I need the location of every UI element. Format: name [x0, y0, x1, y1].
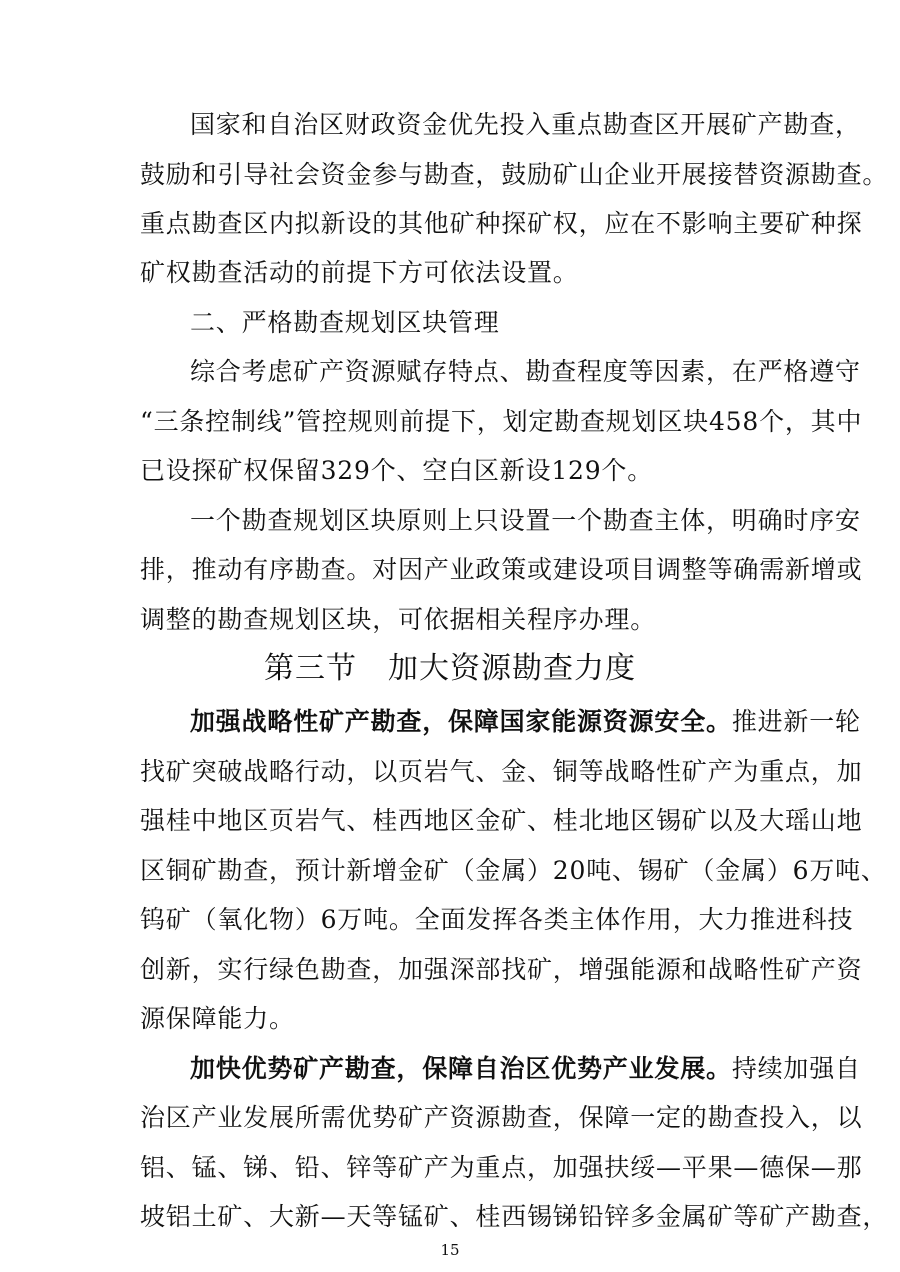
paragraph-line: 坡铝土矿、大新—天等锰矿、桂西锡锑铅锌多金属矿等矿产勘查， [140, 1202, 889, 1231]
paragraph-line: 钨矿（氧化物）6万吨。全面发挥各类主体作用，大力推进科技 [140, 905, 854, 934]
paragraph-first-line [190, 702, 861, 742]
paragraph-text: 持续加强自 [731, 1054, 861, 1083]
page-number: 15 [440, 1241, 460, 1259]
paragraph-line: “三条控制线”管控规则前提下，划定勘查规划区块458个，其中 [140, 407, 863, 436]
paragraph-line: 铝、锰、锑、铅、锌等矿产为重点，加强扶绥—平果—德保—那 [140, 1153, 863, 1182]
paragraph-line: 区铜矿勘查，预计新增金矿（金属）20吨、锡矿（金属）6万吨、 [140, 856, 887, 885]
paragraph-line: 综合考虑矿产资源赋存特点、勘查程度等因素，在严格遵守 [190, 357, 861, 386]
paragraph-line: 国家和自治区财政资金优先投入重点勘查区开展矿产勘查， [190, 110, 861, 139]
paragraph-line: 找矿突破战略行动，以页岩气、金、铜等战略性矿产为重点，加 [140, 757, 863, 786]
paragraph-text: 推进新一轮 [731, 707, 861, 736]
paragraph-line: 调整的勘查规划区块，可依据相关程序办理。 [140, 605, 657, 634]
paragraph-line: 鼓励和引导社会资金参与勘查，鼓励矿山企业开展接替资源勘查。 [140, 160, 889, 189]
paragraph-line: 矿权勘查活动的前提下方可依法设置。 [140, 258, 579, 287]
paragraph-line: 已设探矿权保留329个、空白区新设129个。 [140, 456, 654, 485]
paragraph-line: 强桂中地区页岩气、桂西地区金矿、桂北地区锡矿以及大瑶山地 [140, 806, 863, 835]
section-title: 第三节 加大资源勘查力度 [264, 651, 636, 686]
paragraph-line: 源保障能力。 [140, 1004, 295, 1033]
paragraph-bold-lead: 加快优势矿产勘查，保障自治区优势产业发展。 [190, 1054, 732, 1083]
paragraph-first-line [190, 1049, 861, 1089]
paragraph-line: 一个勘查规划区块原则上只设置一个勘查主体，明确时序安 [190, 506, 861, 535]
section-heading: 二、严格勘查规划区块管理 [190, 308, 500, 337]
paragraph-line: 重点勘查区内拟新设的其他矿种探矿权，应在不影响主要矿种探 [140, 209, 863, 238]
paragraph-line: 治区产业发展所需优势矿产资源勘查，保障一定的勘查投入，以 [140, 1103, 863, 1132]
paragraph-line: 排，推动有序勘查。对因产业政策或建设项目调整等确需新增或 [140, 555, 863, 584]
paragraph-line: 创新，实行绿色勘查，加强深部找矿，增强能源和战略性矿产资 [140, 955, 863, 984]
paragraph-bold-lead: 加强战略性矿产勘查，保障国家能源资源安全。 [190, 707, 732, 736]
